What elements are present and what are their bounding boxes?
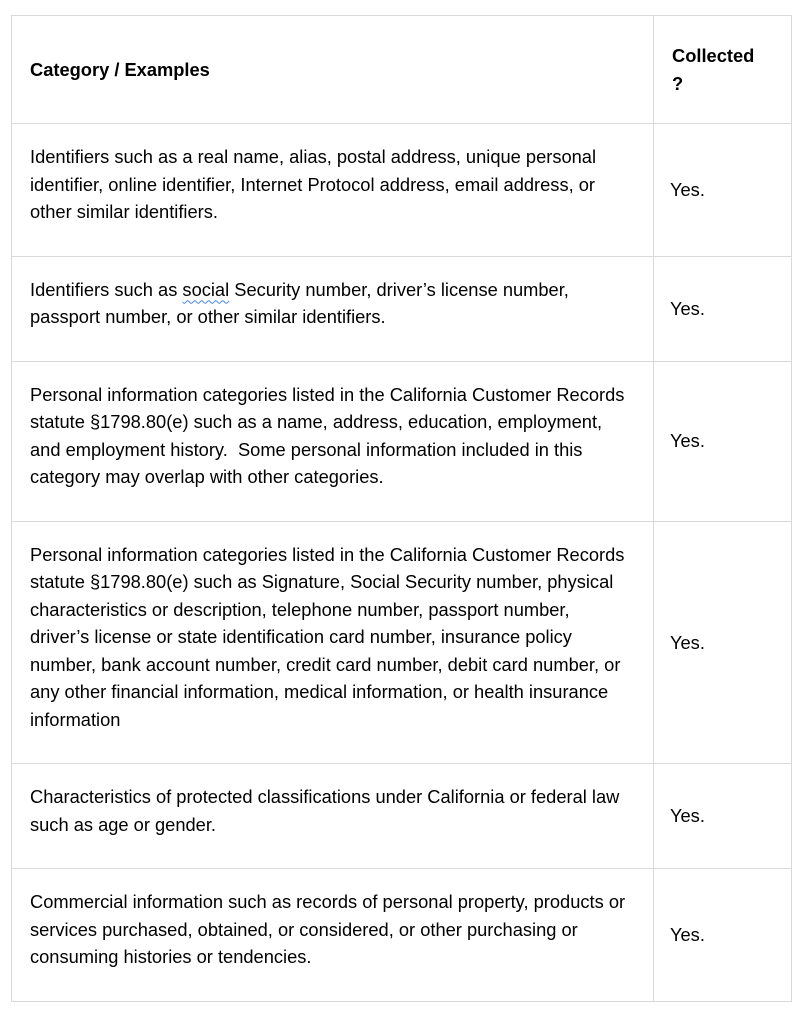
category-cell	[12, 256, 654, 361]
category-text-before: Identifiers such as	[30, 278, 183, 300]
category-cell: Personal information categories listed in the California Customer Records statute §1798.80(e) such as a name, address, education, employment, and employment history. Some personal information included in this category may overlap with other categories.	[12, 361, 654, 521]
collected-cell: Yes.	[654, 869, 792, 1002]
category-cell: Personal information categories listed in the California Customer Records statute §1798.80(e) such as Signature, Social Security number, physical characteristics or description, telephone number, passport number, driver’s license or state identification card number, insurance policy number, bank account number, credit card number, debit card number, or any other financial information, medical information, or health insurance information	[12, 521, 654, 764]
collected-cell: Yes.	[654, 764, 792, 869]
table-row	[12, 521, 792, 764]
spellcheck-flagged-word: social	[182, 278, 230, 300]
collected-cell: Yes.	[654, 124, 792, 257]
collected-header-label: Collected ?	[672, 45, 755, 94]
table-row	[12, 361, 792, 521]
category-examples-header	[12, 16, 654, 124]
privacy-categories-table	[11, 15, 792, 1002]
category-cell: Characteristics of protected classifications under California or federal law such as age or gender.	[12, 764, 654, 869]
table-header-row	[12, 16, 792, 124]
collected-header	[654, 16, 792, 124]
category-text-after: Security number, driver’s license number, passport number, or other similar identifiers.	[30, 278, 569, 327]
table-row	[12, 256, 792, 361]
collected-cell: Yes.	[654, 361, 792, 521]
table-row	[12, 124, 792, 257]
category-cell: Identifiers such as a real name, alias, postal address, unique personal identifier, online identifier, Internet Protocol address, email address, or other similar identifiers.	[12, 124, 654, 257]
collected-cell: Yes.	[654, 256, 792, 361]
table-row	[12, 869, 792, 1002]
category-cell: Commercial information such as records of personal property, products or services purchased, obtained, or considered, or other purchasing or consuming histories or tendencies.	[12, 869, 654, 1002]
table-row	[12, 764, 792, 869]
collected-cell: Yes.	[654, 521, 792, 764]
category-examples-header-label: Category / Examples	[30, 58, 210, 80]
